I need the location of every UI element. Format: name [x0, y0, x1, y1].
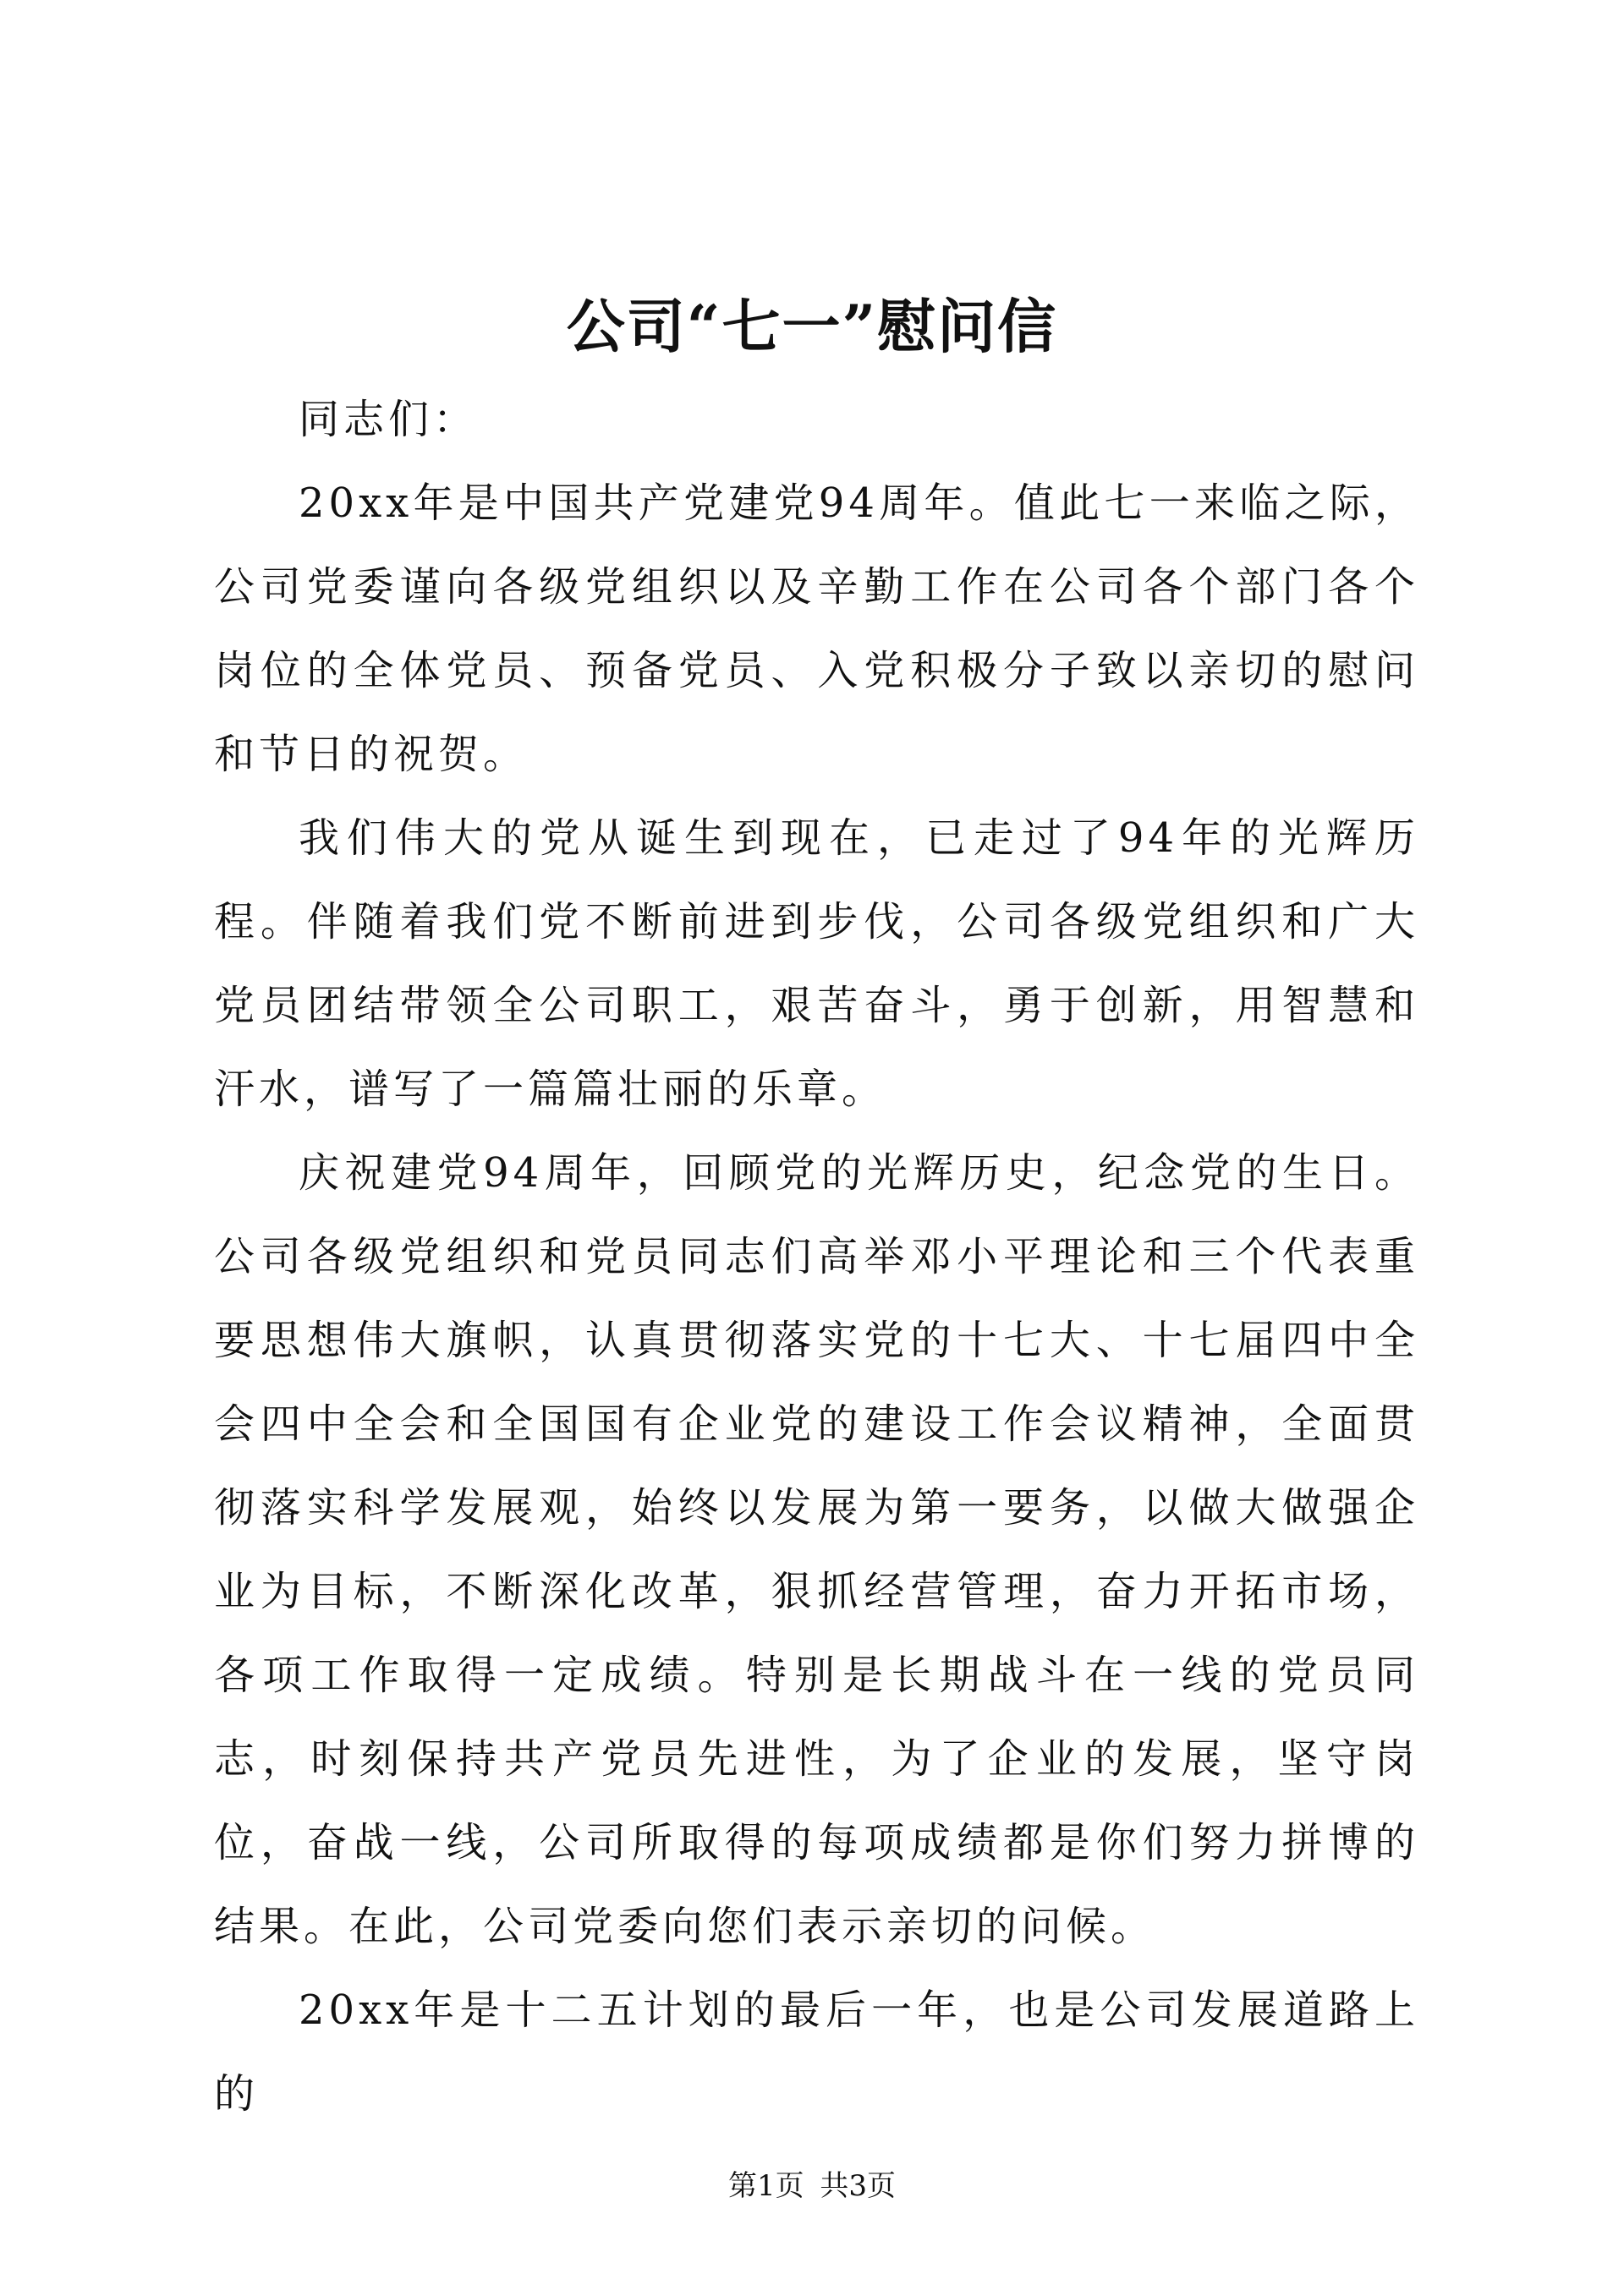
page-footer — [0, 2165, 1624, 2207]
paragraph-1: 20xx年是中国共产党建党94周年。值此七一来临之际，公司党委谨向各级党组织以及辛勤工作在公司各个部门各个岗位的全体党员、预备党员、入党积极分子致以亲切的慰问和节日的祝贺。 — [214, 479, 1419, 778]
paragraph-2: 我们伟大的党从诞生到现在，已走过了94年的光辉历程。伴随着我们党不断前进到步伐，公司各级党组织和广大党员团结带领全公司职工，艰苦奋斗，勇于创新，用智慧和汗水，谱写了一篇篇壮丽的乐章。 — [214, 814, 1419, 1113]
page-number: 第1页 — [727, 2169, 804, 2203]
paragraph-3: 庆祝建党94周年，回顾党的光辉历史，纪念党的生日。公司各级党组织和党员同志们高举邓小平理论和三个代表重要思想伟大旗帜，认真贯彻落实党的十七大、十七届四中全会四中全会和全国国有企业党的建设工作会议精神，全面贯彻落实科学发展观，始终以发展为第一要务，以做大做强企业为目标，不断深化改革，狠抓经营管理，奋力开拓市场，各项工作取得一定成绩。特别是长期战斗在一线的党员同志，时刻保持共产党员先进性，为了企业的发展，坚守岗位，奋战一线，公司所取得的每项成绩都是你们努力拼博的结果。在此，公司党委向您们表示亲切的问候。 — [214, 1149, 1419, 1950]
document-body — [214, 378, 1419, 2136]
page-total: 共3页 — [820, 2169, 897, 2203]
salutation: 同志们： — [299, 396, 479, 443]
paragraph-4: 20xx年是十二五计划的最后一年，也是公司发展道路上的 — [214, 1986, 1419, 2118]
document-title: 公司“七一”慰问信 — [566, 293, 1058, 361]
